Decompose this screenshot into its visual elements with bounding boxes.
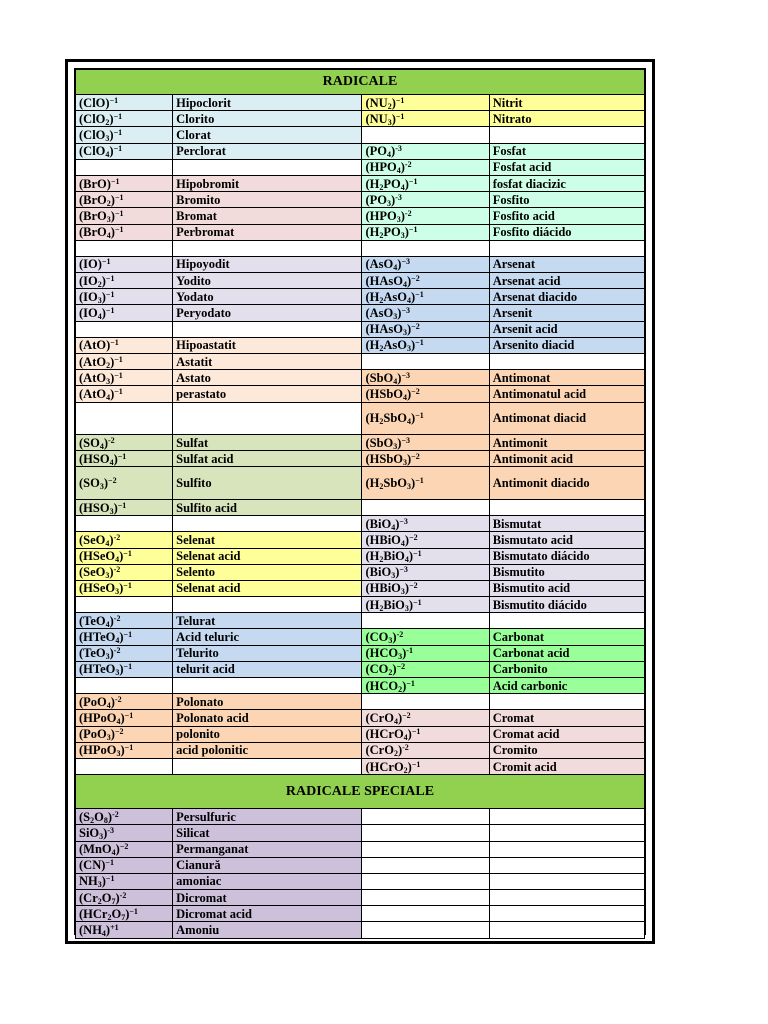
table-row [76, 273, 645, 289]
name-cell: Yodato [173, 289, 362, 305]
formula-cell: $(AtO_4)^{-1}$ [76, 386, 173, 402]
name-cell: Selenat acid [173, 580, 362, 596]
formula-cell: (HPoO$_4$)$^{-1}$ [76, 710, 173, 726]
name-cell: Persulfuric [173, 809, 362, 825]
empty-cell [489, 841, 644, 857]
name-cell [173, 516, 362, 532]
name-cell: polonito [173, 726, 362, 742]
formula-cell: (IO)$^{-1}$ [76, 256, 173, 272]
table-row [76, 597, 645, 613]
table-row [76, 629, 645, 645]
table-row [76, 451, 645, 467]
name-cell: Bismutato acid [489, 532, 644, 548]
empty-cell [489, 873, 644, 889]
formula-cell: (HSeO$_3$)$^{-1}$ [76, 580, 173, 596]
name-cell: Astato [173, 370, 362, 386]
empty-cell [362, 873, 489, 889]
special-table-row [76, 890, 645, 906]
formula-cell [76, 597, 173, 613]
formula-cell: $(CO_2)^{-2}$ [362, 661, 489, 677]
name-cell: Sulfito [173, 467, 362, 500]
name-cell: Permanganat [173, 841, 362, 857]
name-cell: Antimonit diacido [489, 467, 644, 500]
table-row [76, 564, 645, 580]
name-cell [173, 678, 362, 694]
formula-cell: (HAsO$_4$)$^{-2}$ [362, 273, 489, 289]
formula-cell: $(MnO_4)^{-2}$ [76, 841, 173, 857]
name-cell: Perclorat [173, 143, 362, 159]
radicals-table-body [76, 70, 645, 939]
table-row [76, 224, 645, 240]
name-cell [173, 321, 362, 337]
name-cell: Sulfat [173, 435, 362, 451]
table-row [76, 435, 645, 451]
table-row [76, 175, 645, 191]
formula-cell [362, 127, 489, 143]
name-cell: Bismutat [489, 516, 644, 532]
name-cell: Dicromat acid [173, 906, 362, 922]
name-cell: Fosfat acid [489, 159, 644, 175]
formula-cell: $(BiO_3)^{-3}$ [362, 564, 489, 580]
formula-cell: $(SeO_3)^{-2}$ [76, 564, 173, 580]
formula-cell: (HTeO$_3$)$^{-1}$ [76, 661, 173, 677]
formula-cell: $(PoO_3)^{-2}$ [76, 726, 173, 742]
formula-cell: $(IO_4)^{-1}$ [76, 305, 173, 321]
name-cell: Perbromat [173, 224, 362, 240]
formula-cell [362, 613, 489, 629]
special-section-title: RADICALE SPECIALE [76, 775, 645, 809]
formula-cell: $(HPO_3)^{-2}$ [362, 208, 489, 224]
formula-cell [362, 354, 489, 370]
formula-cell: $(HCO_2)^{-1}$ [362, 678, 489, 694]
table-row [76, 402, 645, 435]
name-cell: Bromat [173, 208, 362, 224]
formula-cell: $(CrO_2)^{-2}$ [362, 742, 489, 758]
formula-cell: $(ClO_2)^{-1}$ [76, 111, 173, 127]
name-cell: acid polonitic [173, 742, 362, 758]
empty-cell [489, 906, 644, 922]
special-table-row [76, 922, 645, 938]
name-cell: Bismutato diácido [489, 548, 644, 564]
empty-cell [362, 922, 489, 938]
name-cell: Fosfito diácido [489, 224, 644, 240]
table-row [76, 159, 645, 175]
formula-cell: (HSbO$_3$)$^{-2}$ [362, 451, 489, 467]
formula-cell: $(ClO_3)^{-1}$ [76, 127, 173, 143]
name-cell: Telurito [173, 645, 362, 661]
formula-cell: (HAsO$_3$)$^{-2}$ [362, 321, 489, 337]
table-border [74, 68, 646, 939]
formula-cell: (HPoO$_3$)$^{-1}$ [76, 742, 173, 758]
name-cell: Acid teluric [173, 629, 362, 645]
name-cell [489, 694, 644, 710]
name-cell [173, 758, 362, 774]
table-row [76, 613, 645, 629]
empty-cell [362, 809, 489, 825]
empty-cell [489, 825, 644, 841]
name-cell: Peryodato [173, 305, 362, 321]
table-row [76, 678, 645, 694]
name-cell: Bromito [173, 192, 362, 208]
empty-cell [489, 922, 644, 938]
name-cell: amoniac [173, 873, 362, 889]
formula-cell: $(TeO_4)^{-2}$ [76, 613, 173, 629]
name-cell: Nitrit [489, 95, 644, 111]
formula-cell: $(H_2PO_4)^{-1}$ [362, 175, 489, 191]
formula-cell: $(H_2BiO_3)^{-1}$ [362, 597, 489, 613]
formula-cell: $(Cr_2O_7)^{-2}$ [76, 890, 173, 906]
formula-cell: $(HSO_3)^{-1}$ [76, 499, 173, 515]
formula-cell: $(BrO_3)^{-1}$ [76, 208, 173, 224]
name-cell: Yodito [173, 273, 362, 289]
formula-cell: (HCrO$_4$)$^{-1}$ [362, 726, 489, 742]
formula-cell [362, 694, 489, 710]
formula-cell [76, 516, 173, 532]
table-row [76, 354, 645, 370]
formula-cell: $(CrO_4)^{-2}$ [362, 710, 489, 726]
formula-cell: $(AtO_3)^{-1}$ [76, 370, 173, 386]
table-row [76, 467, 645, 500]
formula-cell: $(NH_4)^{+1}$ [76, 922, 173, 938]
formula-cell: $(H_2AsO_3)^{-1}$ [362, 337, 489, 353]
special-table-row [76, 825, 645, 841]
name-cell: Polonato acid [173, 710, 362, 726]
special-table-row [76, 857, 645, 873]
formula-cell: $(PO_4)^{-3}$ [362, 143, 489, 159]
name-cell: Acid carbonic [489, 678, 644, 694]
empty-cell [489, 857, 644, 873]
document-frame [65, 59, 655, 944]
name-cell: Cianură [173, 857, 362, 873]
name-cell [489, 354, 644, 370]
table-row [76, 192, 645, 208]
special-table-row [76, 841, 645, 857]
name-cell: Selenat acid [173, 548, 362, 564]
formula-cell: (BrO)$^{-1}$ [76, 175, 173, 191]
formula-cell [76, 240, 173, 256]
name-cell: Arsenat [489, 256, 644, 272]
formula-cell: (HBiO$_4$)$^{-2}$ [362, 532, 489, 548]
name-cell: Bismutito acid [489, 580, 644, 596]
name-cell: Carbonito [489, 661, 644, 677]
formula-cell: (HSeO$_4$)$^{-1}$ [76, 548, 173, 564]
name-cell: Selento [173, 564, 362, 580]
formula-cell: $(AsO_4)^{-3}$ [362, 256, 489, 272]
formula-cell [76, 678, 173, 694]
name-cell [489, 127, 644, 143]
radicals-table [75, 69, 645, 939]
name-cell [173, 240, 362, 256]
name-cell: Fosfat [489, 143, 644, 159]
name-cell: Dicromat [173, 890, 362, 906]
name-cell: Clorito [173, 111, 362, 127]
empty-cell [362, 906, 489, 922]
empty-cell [362, 825, 489, 841]
formula-cell: $(SbO_4)^{-3}$ [362, 370, 489, 386]
formula-cell: $(AsO_3)^{-3}$ [362, 305, 489, 321]
table-row [76, 370, 645, 386]
formula-cell [76, 758, 173, 774]
name-cell: Nitrato [489, 111, 644, 127]
table-row [76, 694, 645, 710]
table-row [76, 548, 645, 564]
name-cell: Polonato [173, 694, 362, 710]
formula-cell: $(AtO_2)^{-1}$ [76, 354, 173, 370]
name-cell: perastato [173, 386, 362, 402]
name-cell: Fosfito [489, 192, 644, 208]
formula-cell: $(HSO_4)^{-1}$ [76, 451, 173, 467]
formula-cell [76, 402, 173, 435]
formula-cell: (HTeO$_4$)$^{-1}$ [76, 629, 173, 645]
formula-cell: $(CO_3)^{-2}$ [362, 629, 489, 645]
table-row [76, 337, 645, 353]
formula-cell: (HBiO$_3$)$^{-2}$ [362, 580, 489, 596]
name-cell: Sulfito acid [173, 499, 362, 515]
name-cell: fosfat diacizic [489, 175, 644, 191]
name-cell: Arsenito diacid [489, 337, 644, 353]
empty-cell [489, 809, 644, 825]
formula-cell: $(H_2SbO_4)^{-1}$ [362, 402, 489, 435]
name-cell: Arsenit [489, 305, 644, 321]
name-cell: Cromat [489, 710, 644, 726]
formula-cell [76, 321, 173, 337]
name-cell: Fosfito acid [489, 208, 644, 224]
table-row [76, 580, 645, 596]
name-cell: Telurat [173, 613, 362, 629]
name-cell [489, 613, 644, 629]
table-row [76, 289, 645, 305]
formula-cell: $(HCr_2O_7)^{-1}$ [76, 906, 173, 922]
table-row [76, 516, 645, 532]
name-cell: Bismutito [489, 564, 644, 580]
name-cell: Cromat acid [489, 726, 644, 742]
formula-cell [362, 499, 489, 515]
formula-cell: $(S_2O_8)^{-2}$ [76, 809, 173, 825]
empty-cell [362, 857, 489, 873]
formula-cell: $(IO_2)^{-1}$ [76, 273, 173, 289]
formula-cell: $(HPO_4)^{-2}$ [362, 159, 489, 175]
name-cell: Antimonit [489, 435, 644, 451]
formula-cell: $NH_3)^{-1}$ [76, 873, 173, 889]
table-title: RADICALE [76, 70, 645, 95]
formula-cell: $(ClO_4)^{-1}$ [76, 143, 173, 159]
special-table-row [76, 873, 645, 889]
name-cell: Bismutito diácido [489, 597, 644, 613]
name-cell: Hipoyodit [173, 256, 362, 272]
name-cell: Selenat [173, 532, 362, 548]
name-cell: Arsenit acid [489, 321, 644, 337]
table-row [76, 240, 645, 256]
formula-cell: $(SeO_4)^{-2}$ [76, 532, 173, 548]
formula-cell: (AtO)$^{-1}$ [76, 337, 173, 353]
formula-cell: $(SO_4)^{-2}$ [76, 435, 173, 451]
name-cell: Cromit acid [489, 758, 644, 774]
name-cell: Sulfat acid [173, 451, 362, 467]
name-cell: Hipoclorit [173, 95, 362, 111]
name-cell: Clorat [173, 127, 362, 143]
name-cell [173, 402, 362, 435]
table-row [76, 111, 645, 127]
table-row [76, 758, 645, 774]
table-row [76, 661, 645, 677]
name-cell [173, 159, 362, 175]
formula-cell: $(H_2AsO_4)^{-1}$ [362, 289, 489, 305]
table-row [76, 499, 645, 515]
name-cell [489, 499, 644, 515]
formula-cell: $(HCO_3)^{-1}$ [362, 645, 489, 661]
formula-cell: $(SO_3)^{-2}$ [76, 467, 173, 500]
name-cell: telurit acid [173, 661, 362, 677]
table-row [76, 386, 645, 402]
table-row [76, 305, 645, 321]
formula-cell: $(TeO_3)^{-2}$ [76, 645, 173, 661]
formula-cell: $(SbO_3)^{-3}$ [362, 435, 489, 451]
formula-cell [76, 159, 173, 175]
table-row [76, 256, 645, 272]
formula-cell: $(NU_2)^{-1}$ [362, 95, 489, 111]
table-row [76, 645, 645, 661]
formula-cell: $(BiO_4)^{-3}$ [362, 516, 489, 532]
formula-cell: $(PO_3)^{-3}$ [362, 192, 489, 208]
name-cell: Cromito [489, 742, 644, 758]
name-cell: Carbonat acid [489, 645, 644, 661]
table-row [76, 532, 645, 548]
name-cell: Arsenat diacido [489, 289, 644, 305]
name-cell: Arsenat acid [489, 273, 644, 289]
formula-cell: $(NU_3)^{-1}$ [362, 111, 489, 127]
special-table-row [76, 809, 645, 825]
formula-cell: $(PoO_4)^{-2}$ [76, 694, 173, 710]
name-cell: Astatit [173, 354, 362, 370]
table-row [76, 143, 645, 159]
formula-cell: (CN)$^{-1}$ [76, 857, 173, 873]
name-cell: Antimonatul acid [489, 386, 644, 402]
special-table-row [76, 906, 645, 922]
formula-cell: $(H_2PO_3)^{-1}$ [362, 224, 489, 240]
table-row [76, 127, 645, 143]
name-cell [173, 597, 362, 613]
name-cell: Silicat [173, 825, 362, 841]
name-cell: Hipobromit [173, 175, 362, 191]
formula-cell: $(H_2BiO_4)^{-1}$ [362, 548, 489, 564]
table-row [76, 208, 645, 224]
formula-cell: $(IO_3)^{-1}$ [76, 289, 173, 305]
formula-cell: (HCrO$_2$)$^{-1}$ [362, 758, 489, 774]
name-cell: Amoniu [173, 922, 362, 938]
empty-cell [362, 890, 489, 906]
name-cell [489, 240, 644, 256]
formula-cell: (ClO)$^{-1}$ [76, 95, 173, 111]
formula-cell: SiO$_3$)$^{-3}$ [76, 825, 173, 841]
table-row [76, 710, 645, 726]
name-cell: Antimonat diacid [489, 402, 644, 435]
formula-cell: $(BrO_2)^{-1}$ [76, 192, 173, 208]
formula-cell [362, 240, 489, 256]
empty-cell [489, 890, 644, 906]
formula-cell: (HSbO$_4$)$^{-2}$ [362, 386, 489, 402]
special-title-row [76, 775, 645, 809]
table-row [76, 321, 645, 337]
name-cell: Antimonit acid [489, 451, 644, 467]
empty-cell [362, 841, 489, 857]
table-row [76, 95, 645, 111]
formula-cell: $(H_2SbO_3)^{-1}$ [362, 467, 489, 500]
table-row [76, 726, 645, 742]
name-cell: Carbonat [489, 629, 644, 645]
formula-cell: $(BrO_4)^{-1}$ [76, 224, 173, 240]
title-row [76, 70, 645, 95]
table-row [76, 742, 645, 758]
name-cell: Hipoastatit [173, 337, 362, 353]
name-cell: Antimonat [489, 370, 644, 386]
